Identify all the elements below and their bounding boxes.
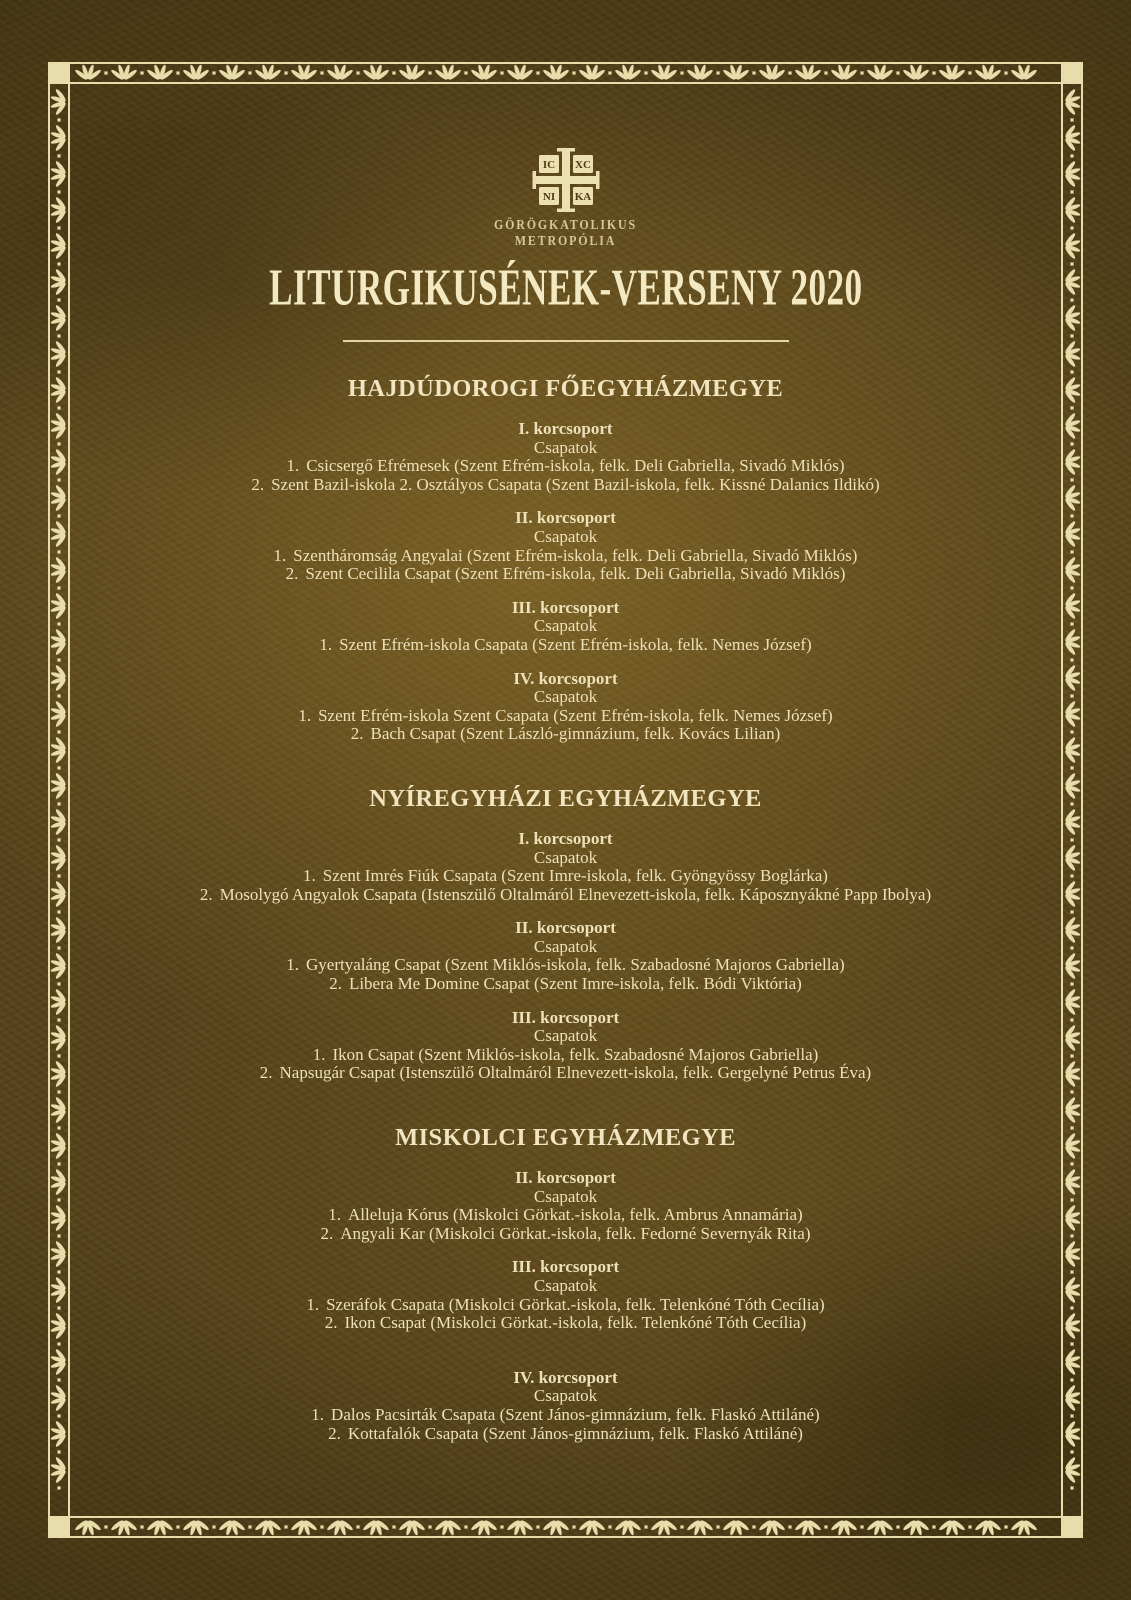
age-group	[88, 919, 1043, 993]
team-number: 1.	[306, 1294, 320, 1314]
section-heading: HAJDÚDOROGI FŐEGYHÁZMEGYE	[347, 375, 784, 402]
age-group	[88, 1369, 1043, 1443]
team-text: Szent Cecilila Csapat (Szent Efrém-iskola, felk. Deli Gabriella, Sivadó Miklós)	[305, 564, 846, 584]
team-text: Csicsergő Efrémesek (Szent Efrém-iskola, felk. Deli Gabriella, Sivadó Miklós)	[306, 456, 845, 476]
team-text: Bach Csapat (Szent László-gimnázium, felk. Kovács Lilian)	[370, 724, 781, 744]
team-number: 1.	[303, 866, 316, 886]
border-strip-left	[48, 84, 70, 1516]
team-item	[88, 1296, 1043, 1315]
team-text: Ikon Csapat (Miskolci Görkat.-iskola, felk. Telenkóné Tóth Cecília)	[344, 1313, 807, 1333]
age-group	[88, 509, 1043, 583]
teams-label: Csapatok	[533, 1276, 598, 1295]
team-item	[88, 565, 1043, 584]
team-item	[88, 956, 1043, 975]
team-number: 2.	[285, 564, 299, 584]
team-number: 1.	[286, 955, 300, 975]
teams-label: Csapatok	[533, 847, 598, 867]
age-group	[88, 1009, 1043, 1083]
metropolia-logo	[70, 147, 1061, 249]
content-area	[70, 0, 1061, 1538]
team-number: 2.	[199, 884, 213, 904]
team-number: 1.	[311, 1404, 325, 1424]
team-item	[88, 547, 1043, 566]
group-name: IV. korcsoport	[513, 1367, 618, 1387]
border-pattern	[50, 84, 68, 1516]
border-pattern	[1063, 84, 1081, 1516]
team-number: 1.	[286, 456, 300, 476]
team-item	[88, 975, 1043, 994]
team-number: 1.	[312, 1044, 326, 1064]
team-number: 2.	[328, 1423, 341, 1443]
cross-tile-xc: XC	[574, 159, 591, 171]
teams-label: Csapatok	[533, 1026, 598, 1046]
team-text: Libera Me Domine Csapat (Szent Imre-iskola, felk. Bódi Viktória)	[348, 974, 802, 994]
diocese-section	[88, 1123, 1043, 1443]
team-item	[88, 1206, 1043, 1225]
group-name: I. korcsoport	[518, 828, 613, 848]
age-group	[88, 830, 1043, 904]
team-text: Mosolygó Angyalok Csapata (Istenszülő Oltalmáról Elnevezett-iskola, felk. Káposznyákné Papp Ibolya)	[219, 884, 932, 904]
group-name: IV. korcsoport	[513, 668, 618, 688]
group-name: III. korcsoport	[511, 1007, 620, 1027]
team-item	[88, 1046, 1043, 1065]
page-title: LITURGIKUSÉNEK-VERSENY 2020	[268, 258, 863, 317]
page-title-block	[70, 258, 1061, 317]
teams-label: Csapatok	[533, 687, 598, 707]
team-item	[88, 636, 1043, 655]
sections	[88, 374, 1043, 1458]
team-text: Napsugár Csapat (Istenszülő Oltalmáról Elnevezett-iskola, felk. Gergelyné Petrus Éva)	[279, 1063, 872, 1083]
team-number: 2.	[259, 1063, 273, 1083]
cross-tile-ka: KA	[574, 191, 591, 203]
team-number: 1.	[273, 545, 287, 565]
age-group	[88, 1169, 1043, 1243]
team-text: Alleluja Kórus (Miskolci Görkat.-iskola, felk. Ambrus Annamária)	[348, 1205, 803, 1225]
teams-label: Csapatok	[533, 1186, 598, 1206]
age-group	[88, 420, 1043, 494]
org-name-line1: GÖRÖGKATOLIKUS	[494, 216, 637, 233]
team-number: 2.	[320, 1223, 334, 1243]
age-group	[88, 670, 1043, 744]
title-divider	[343, 340, 789, 342]
team-number: 1.	[298, 705, 312, 725]
team-text: Szeráfok Csapata (Miskolci Görkat.-iskola, felk. Telenkóné Tóth Cecília)	[326, 1294, 825, 1314]
team-number: 2.	[251, 474, 265, 494]
group-name: III. korcsoport	[511, 1257, 620, 1277]
age-group	[88, 1258, 1043, 1332]
team-text: Kottafalók Csapata (Szent János-gimnázium, felk. Flaskó Attiláné)	[347, 1423, 803, 1443]
border-corner-top-right	[1061, 62, 1083, 84]
team-number: 2.	[329, 974, 342, 994]
border-corner-bottom-left	[48, 1516, 70, 1538]
team-number: 2.	[350, 724, 364, 744]
team-item	[88, 725, 1043, 744]
team-number: 1.	[328, 1205, 342, 1225]
team-item	[88, 1425, 1043, 1444]
team-text: Szent Imrés Fiúk Csapata (Szent Imre-iskola, felk. Gyöngyössy Boglárka)	[322, 866, 828, 886]
teams-label: Csapatok	[533, 1386, 598, 1406]
group-name: I. korcsoport	[518, 419, 613, 438]
team-item	[88, 1064, 1043, 1083]
teams-label: Csapatok	[533, 526, 598, 546]
team-text: Ikon Csapat (Szent Miklós-iskola, felk. Szabadosné Majoros Gabriella)	[332, 1044, 819, 1064]
border-strip-right	[1061, 84, 1083, 1516]
team-item	[88, 867, 1043, 886]
team-item	[88, 1314, 1043, 1333]
team-item	[88, 1225, 1043, 1244]
team-item	[88, 476, 1043, 495]
team-text: Gyertyaláng Csapat (Szent Miklós-iskola, felk. Szabadosné Majoros Gabriella)	[306, 955, 845, 975]
team-item	[88, 1406, 1043, 1425]
org-name-line2: METROPÓLIA	[514, 232, 617, 249]
team-text: Szent Efrém-iskola Szent Csapata (Szent Efrém-iskola, felk. Nemes József)	[318, 705, 833, 725]
group-name: II. korcsoport	[515, 1168, 616, 1188]
byzantine-cross-icon	[520, 147, 612, 217]
group-name: II. korcsoport	[515, 918, 616, 938]
team-item	[88, 886, 1043, 905]
team-number: 2.	[324, 1313, 338, 1333]
team-number: 1.	[319, 634, 333, 654]
team-text: Szent Bazil-iskola 2. Osztályos Csapata (Szent Bazil-iskola, felk. Kissné Dalanics Ildikó)	[271, 474, 880, 494]
diocese-section	[88, 784, 1043, 1083]
team-item	[88, 457, 1043, 476]
diocese-section	[88, 374, 1043, 744]
section-heading: NYÍREGYHÁZI EGYHÁZMEGYE	[369, 784, 762, 812]
border-corner-top-left	[48, 62, 70, 84]
team-text: Szent Efrém-iskola Csapata (Szent Efrém-iskola, felk. Nemes József)	[339, 634, 812, 654]
age-group	[88, 599, 1043, 655]
border-corner-bottom-right	[1061, 1516, 1083, 1538]
team-text: Dalos Pacsirták Csapata (Szent János-gimnázium, felk. Flaskó Attiláné)	[331, 1404, 820, 1424]
group-name: III. korcsoport	[511, 597, 620, 617]
section-heading: MISKOLCI EGYHÁZMEGYE	[395, 1124, 736, 1152]
teams-label: Csapatok	[533, 437, 598, 457]
group-name: II. korcsoport	[515, 508, 616, 528]
cross-tile-ic: IC	[542, 159, 555, 171]
team-text: Szentháromság Angyalai (Szent Efrém-iskola, felk. Deli Gabriella, Sivadó Miklós)	[293, 545, 858, 565]
cross-tile-ni: NI	[542, 191, 555, 203]
teams-label: Csapatok	[533, 616, 598, 636]
team-text: Angyali Kar (Miskolci Görkat.-iskola, felk. Fedorné Severnyák Rita)	[340, 1223, 811, 1243]
team-item	[88, 707, 1043, 726]
teams-label: Csapatok	[533, 936, 598, 956]
